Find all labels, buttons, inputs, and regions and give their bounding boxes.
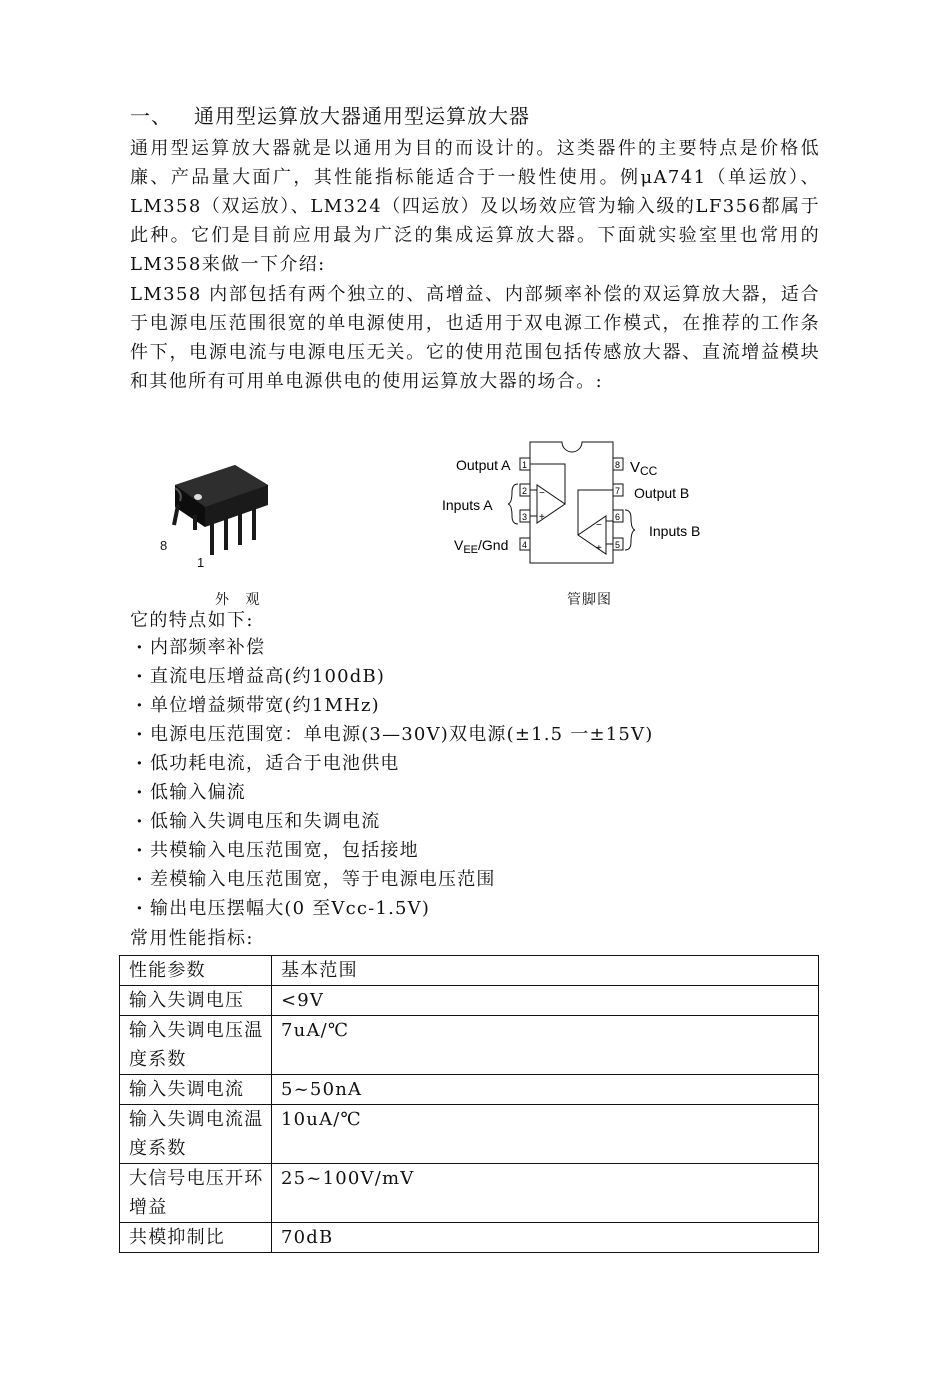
- pin-1-label: 1: [197, 555, 205, 570]
- opamp-b-plus: +: [596, 543, 602, 554]
- feature-item: · 电源电压范围宽：单电源(3—30V)双电源(±1.5 一±15V): [130, 720, 653, 749]
- table-row: [120, 1223, 819, 1253]
- param-cell: 输入失调电流温度系数: [120, 1105, 272, 1164]
- heading-title: 通用型运算放大器通用型运算放大器: [194, 104, 530, 128]
- features-list: [130, 633, 653, 923]
- param-cell: 输入失调电压温度系数: [120, 1016, 272, 1075]
- pin-number-1: 1: [522, 460, 528, 470]
- inputs-a-label: Inputs A: [442, 497, 493, 513]
- vcc-label: $V_{CC}$: [630, 459, 658, 478]
- header-cell-range: 基本范围: [272, 956, 819, 986]
- feature-item: · 内部频率补偿: [130, 633, 653, 662]
- heading-number: 一、: [130, 104, 172, 128]
- output-b-label: Output B: [634, 485, 690, 501]
- value-cell: 70dB: [272, 1223, 819, 1253]
- feature-item: · 共模输入电压范围宽，包括接地: [130, 836, 653, 865]
- pin-number-2: 2: [522, 486, 528, 496]
- pin-number-4: 4: [522, 540, 528, 550]
- value-cell: 7uA/℃: [272, 1016, 819, 1075]
- opamp-a-minus: −: [539, 488, 545, 499]
- value-cell: <9V: [272, 986, 819, 1016]
- pin-number-3: 3: [522, 512, 528, 522]
- intro-paragraph: 通用型运算放大器就是以通用为目的而设计的。这类器件的主要特点是价格低廉、产品量大面广，其性能指标能适合于一般性使用。例μA741（单运放）、LM358（双运放）、LM324（四运放）及以场效应管为输入级的LF356都属于此种。它们是目前应用最为广泛的集成运算放大器。下面就实验室里也常用的LM358来做一下介绍:: [130, 138, 820, 275]
- feature-item: · 低功耗电流，适合于电池供电: [130, 749, 653, 778]
- pinout-caption: 管脚图: [567, 592, 612, 608]
- opamp-a-plus: +: [539, 512, 545, 523]
- value-cell: 5~50nA: [272, 1075, 819, 1105]
- output-a-label: Output A: [456, 457, 511, 473]
- pin-number-7: 7: [615, 486, 621, 496]
- spec-table: [119, 955, 819, 1253]
- feature-item: · 直流电压增益高(约100dB): [130, 662, 653, 691]
- table-row: [120, 1105, 819, 1164]
- chip-package-illustration: [150, 455, 300, 575]
- feature-item: · 差模输入电压范围宽，等于电源电压范围: [130, 865, 653, 894]
- value-cell: 25~100V/mV: [272, 1164, 819, 1223]
- param-cell: 共模抑制比: [120, 1223, 272, 1253]
- feature-item: · 输出电压摆幅大(0 至Vcc-1.5V): [130, 894, 653, 923]
- table-title: 常用性能指标:: [130, 928, 254, 949]
- value-cell: 10uA/℃: [272, 1105, 819, 1164]
- section-heading: [130, 100, 530, 129]
- table-row: [120, 1075, 819, 1105]
- package-caption: 外 观: [215, 592, 266, 608]
- inputs-a-brace: [508, 484, 518, 524]
- table-row: [120, 986, 819, 1016]
- pinout-diagram: [430, 440, 730, 570]
- table-row: [120, 1164, 819, 1223]
- features-title: 它的特点如下:: [130, 610, 254, 631]
- feature-item: · 单位增益频带宽(约1MHz): [130, 691, 653, 720]
- opamp-b-minus: −: [596, 520, 602, 531]
- param-cell: 大信号电压开环增益: [120, 1164, 272, 1223]
- param-cell: 输入失调电流: [120, 1075, 272, 1105]
- param-cell: 输入失调电压: [120, 986, 272, 1016]
- table-row: [120, 1016, 819, 1075]
- pin-8-label: 8: [160, 538, 168, 553]
- pin-number-8: 8: [615, 460, 621, 470]
- pin-number-6: 6: [615, 512, 621, 522]
- pin-number-5: 5: [615, 540, 621, 550]
- feature-item: · 低输入失调电压和失调电流: [130, 807, 653, 836]
- inputs-b-label: Inputs B: [649, 523, 701, 539]
- feature-item: · 低输入偏流: [130, 778, 653, 807]
- header-cell-parameter: 性能参数: [120, 956, 272, 986]
- table-header-row: [120, 956, 819, 986]
- vee-label: $V_{EE}$/Gnd: [454, 537, 509, 556]
- inputs-b-brace: [625, 510, 635, 550]
- lm358-paragraph: LM358 内部包括有两个独立的、高增益、内部频率补偿的双运算放大器，适合于电源电压范围很宽的单电源使用，也适用于双电源工作模式，在推荐的工作条件下，电源电流与电源电压无关。它的使用范围包括传感放大器、直流增益模块和其他所有可用单电源供电的使用运算放大器的场合。:: [130, 284, 820, 392]
